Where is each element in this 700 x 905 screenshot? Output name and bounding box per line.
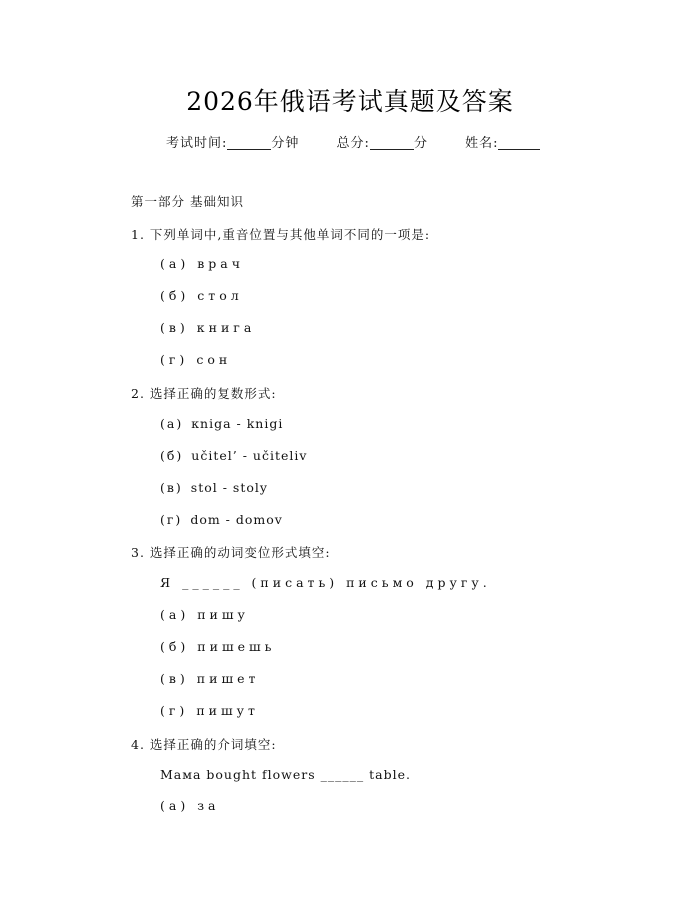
q3-option-a: (а) пишу <box>160 607 249 622</box>
q1-option-c: (в) книга <box>160 320 256 335</box>
q1-option-d: (г) сон <box>160 352 232 367</box>
section-heading: 第一部分 基础知识 <box>131 194 244 209</box>
score-label: 总分: <box>336 136 370 151</box>
time-label: 考试时间: <box>166 136 228 151</box>
page-title: 2026年俄语考试真题及答案 <box>186 87 514 116</box>
q1-option-a: (а) врач <box>160 256 244 271</box>
q3-option-b: (б) пишешь <box>160 639 276 654</box>
question-4-stem: 4. 选择正确的介词填空: <box>131 737 277 752</box>
question-3-sentence: Я ______ (писать) письмо другу. <box>160 575 491 590</box>
name-blank[interactable] <box>498 136 540 150</box>
question-1-stem: 1. 下列单词中,重音位置与其他单词不同的一项是: <box>131 227 431 242</box>
time-field <box>166 132 299 151</box>
q3-option-d: (г) пишут <box>160 703 259 718</box>
q2-option-c: (в) stol - stoly <box>160 480 268 495</box>
score-unit: 分 <box>413 136 428 151</box>
q2-option-d: (г) dom - domov <box>160 512 283 527</box>
time-unit: 分钟 <box>271 136 300 151</box>
question-3-stem: 3. 选择正确的动词变位形式填空: <box>131 545 331 560</box>
score-blank[interactable] <box>370 136 414 150</box>
q4-option-a: (а) за <box>160 798 220 813</box>
q3-option-c: (в) пишет <box>160 671 260 686</box>
question-2-stem: 2. 选择正确的复数形式: <box>131 386 277 401</box>
time-blank[interactable] <box>227 136 271 150</box>
q1-option-b: (б) стол <box>160 288 243 303</box>
q2-option-a: (а) кniga - knigi <box>160 416 284 431</box>
q2-option-b: (б) učitel’ - učiteliv <box>160 448 308 463</box>
question-4-sentence: Мама bought flowers ______ table. <box>160 767 411 782</box>
score-field <box>337 132 428 151</box>
name-label: 姓名: <box>465 136 499 151</box>
name-field <box>465 132 540 151</box>
exam-meta <box>166 132 572 151</box>
